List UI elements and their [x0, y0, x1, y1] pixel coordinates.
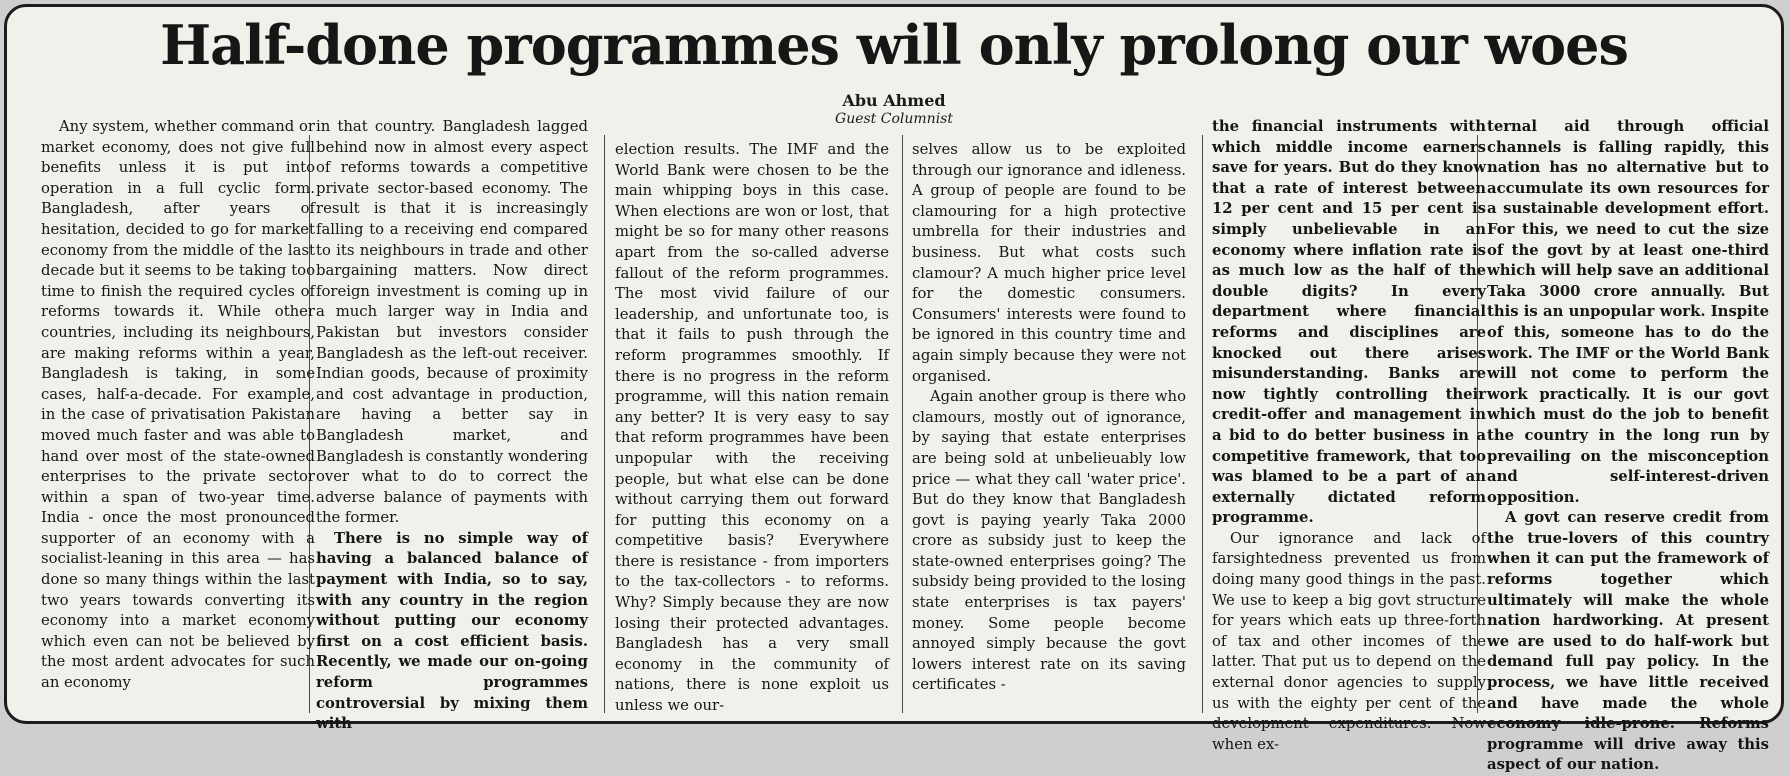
author-role: Guest Columnist — [835, 111, 953, 127]
paragraph: Our ignorance and lack of farsightedness prevented us from doing many good things in the past. We use to keep a big govt structure for years which eats up three-forth of tax and other incomes of the latter. That put us to depend on the external donor agencies to supply us with the eighty per cent of the development expenditures. Now when ex- — [1212, 529, 1486, 753]
text-column-5 — [1212, 117, 1486, 755]
paragraph: Again another group is there who clamours, mostly out of ignorance, by saying that estate enterprises are being sold at unbelieuably low price — what they call 'water price'. But do they know that Bangladesh govt is paying yearly Taka 2000 crore as subsidy just to keep the state-owned enterprises going? The subsidy being provided to the losing state enterprises is tax payers' money. Some people become annoyed simply because the govt lowers interest rate on its saving certificates - — [912, 388, 1186, 694]
paragraph: There is no simple way of having a balanced balance of payment with India, so to say, with any country in the region without putting our economy first on a cost efficient basis. Recently, we made our on-going reform programmes controversial by mixing them with — [316, 529, 588, 733]
paragraph: A govt can reserve credit from the true-lovers of this country when it can put the framework of reforms together which ultimately will make the whole nation hardworking. At present we are used to do half-work but demand full pay policy. In the process, we have little received and have made the whole economy idle-prone. Reforms programme will drive away this aspect of our nation. — [1487, 509, 1769, 774]
author-name: Abu Ahmed — [842, 91, 946, 110]
column-rule — [902, 135, 903, 713]
paragraph: Any system, whether command or market economy, does not give full benefits unless it is put into operation in a full cyclic form. Bangladesh, after years of hesitation, decided to go for market economy from the middle of the last decade but it seems to be taking too time to finish the required cycles of reforms towards it. While other countries, including its neighbours, are making reforms within a year, Bangladesh is taking, in some cases, half-a-decade. For example, in the case of privatisation Pakistan moved much faster and was able to hand over most of the state-owned enterprises to the private sector within a span of two-year time. India - once the most pronounced supporter of an economy with a socialist-leaning in this area — has done so many things within the last two years towards converting its economy into a market economy which even can not be believed by the most ardent advocates for such an economy — [41, 118, 315, 692]
column-rule — [604, 135, 605, 713]
text-column-2 — [316, 117, 588, 735]
text-column-6 — [1487, 117, 1769, 776]
paragraph: election results. The IMF and the World Bank were chosen to be the main whipping boys in this case. When elections are won or lost, that might be so for many other reasons apart from the so-called adverse fallout of the reform programmes. The most vivid failure of our leadership, and unfortunate too, is that it fails to push through the reform programmes smoothly. If there is no progress in the reform programme, will this nation remain any better? It is very easy to say that reform programmes have been unpopular with the receiving people, but what else can be done without carrying them out forward for putting this economy on a competitive basis? Everywhere there is resistance - from importers to the tax-collectors - to reforms. Why? Simply because they are now losing their protected advantages. Bangladesh has a very small economy in the community of nations, there is none exploit us unless we our- — [615, 141, 889, 715]
paragraph: in that country. Bangladesh lagged behind now in almost every aspect of reforms towards a competitive private sector-based economy. The result is that it is increasingly falling to a receiving end compared to its neighbours in trade and other bargaining matters. Now direct foreign investment is coming up in a much larger way in India and Pakistan but investors consider Bangladesh as the left-out receiver. Indian goods, because of proximity and cost advantage in production, are having a better say in Bangladesh market, and Bangladesh is constantly wondering over what to do to correct the adverse balance of payments with the former. — [316, 118, 588, 527]
paragraph: selves allow us to be exploited through our ignorance and idleness. A group of people are found to be clamouring for a high protective umbrella for their industries and business. But what costs such clamour? A much higher price level for the domestic consumers. Consumers' interests were found to be ignored in this country time and again simply because they were not organised. — [912, 141, 1186, 385]
paragraph: the financial instruments with which middle income earners save for years. But do they know that a rate of interest between 12 per cent and 15 per cent is simply unbelievable in an economy where inflation rate is as much low as the half of the double digits? In every department where financial reforms and disciplines are knocked out there arises misunderstanding. Banks are now tightly controlling their credit-offer and management in a bid to do better business in a competitive framework, that too was blamed to be a part of an externally dictated reform programme. — [1212, 118, 1486, 527]
text-column-4 — [912, 140, 1186, 696]
paragraph: ternal aid through official channels is falling rapidly, this nation has no alternative but to accumulate its own resources for a sustainable development effort. For this, we need to cut the size of the govt by at least one-third which will help save an additional Taka 3000 crore annually. But this is an unpopular work. Inspite of this, someone has to do the work. The IMF or the World Bank will not come to perform the work practically. It is our govt which must do the job to benefit the country in the long run by prevailing on the misconception and self-interest-driven opposition. — [1487, 118, 1769, 506]
column-rule — [1202, 135, 1203, 713]
text-column-1 — [41, 117, 315, 694]
headline: Half-done programmes will only prolong our woes — [160, 13, 1628, 77]
text-column-3 — [615, 140, 889, 717]
newspaper-clipping — [4, 4, 1784, 774]
